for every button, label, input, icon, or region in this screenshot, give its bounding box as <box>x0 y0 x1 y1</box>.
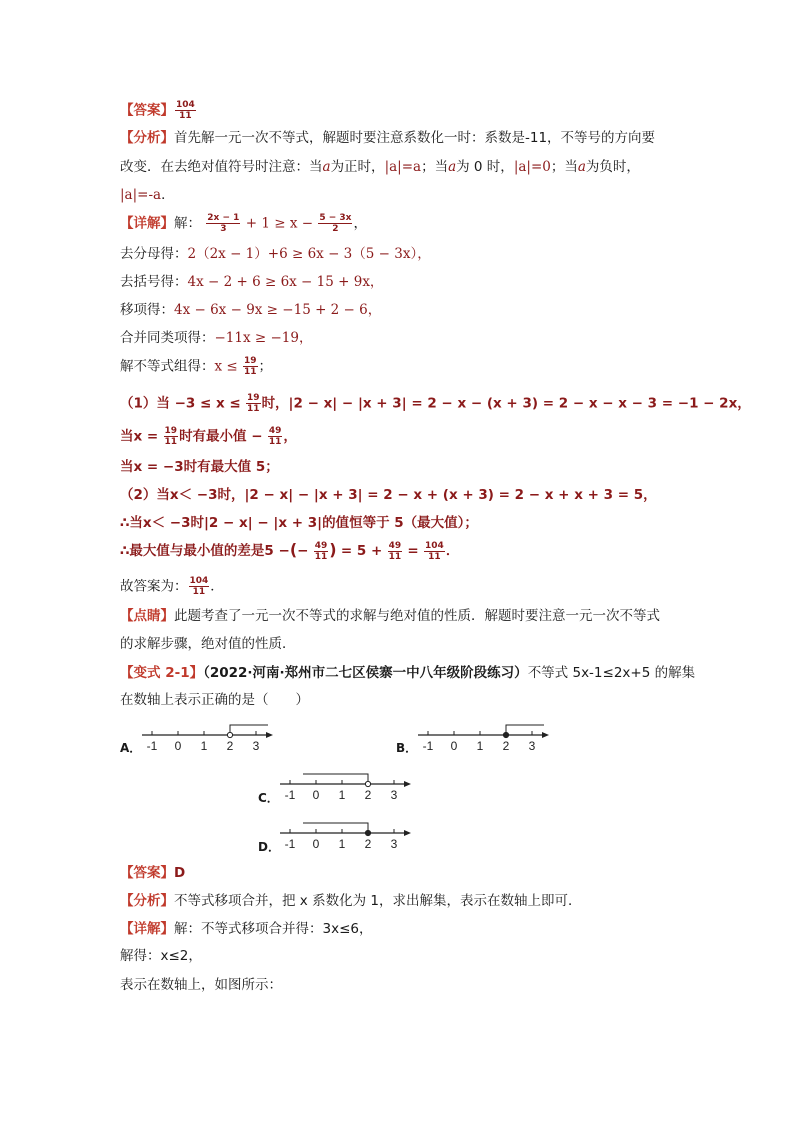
solution-ray <box>506 725 544 735</box>
tick-label: 1 <box>200 739 208 753</box>
number-line-c <box>278 767 418 807</box>
tick-label: 1 <box>476 739 484 753</box>
tick-label: 0 <box>174 739 182 753</box>
detail-line-1: 【详解】解： $\frac{2x - 1}{3}$ + 1 ≥ x − $\frac{5 - 3x}{2}$ ， <box>120 213 367 234</box>
detail-line-2: 【详解】解：不等式移项合并得：3x≤6， <box>120 921 373 937</box>
tick-label: 3 <box>252 739 260 753</box>
number-line-b <box>416 718 556 758</box>
answer-value: D <box>174 865 186 881</box>
answer-line-1 <box>120 100 197 121</box>
tick-label: -1 <box>284 788 296 802</box>
variant-tag: 【变式 2-1】 <box>120 665 204 681</box>
tick-label: -1 <box>146 739 158 753</box>
option-d-label[interactable]: D． <box>258 840 280 854</box>
number-line-d <box>278 816 418 856</box>
closed-point <box>503 732 508 737</box>
step-line-3: 移项得：4x − 6x − 9x ≥ −15 + 2 − 6， <box>120 302 382 318</box>
axis-arrow <box>404 830 411 836</box>
tick-label: -1 <box>284 837 296 851</box>
tick-label: 3 <box>390 837 398 851</box>
solve-line-2: 解得：x≤2， <box>120 948 202 964</box>
closed-point <box>365 830 370 835</box>
step-line-2: 去括号得：4x − 2 + 6 ≥ 6x − 15 + 9x， <box>120 274 384 290</box>
answer-tag: 【答案】 <box>120 102 174 119</box>
analysis-tag: 【分析】 <box>120 130 174 146</box>
comment-line-2: 的求解步骤，绝对值的性质． <box>120 636 296 652</box>
tick-label: 2 <box>364 837 372 851</box>
therefore-line-1: ∴当x＜ −3时|2 − x| − |x + 3|的值恒等于 5（最大值）； <box>120 515 478 531</box>
detail-tag: 【详解】 <box>120 215 174 232</box>
comment-tag: 【点睛】 <box>120 608 174 624</box>
open-point <box>227 732 232 737</box>
tick-label: 1 <box>338 837 346 851</box>
axis-arrow <box>266 732 273 738</box>
case-2-line: （2）当x＜ −3时，|2 − x| − |x + 3| = 2 − x + (x + 3) = 2 − x + x + 3 = 5， <box>120 487 657 503</box>
tick-label: 0 <box>450 739 458 753</box>
option-c-label[interactable]: C． <box>258 791 279 805</box>
solution-ray <box>230 725 268 735</box>
axis-arrow <box>404 781 411 787</box>
step-line-4: 合并同类项得：−11x ≥ −19， <box>120 330 313 346</box>
analysis-line-2: 改变．在去绝对值符号时注意：当a为正时，|a|=a；当a为 0 时，|a|=0；当a为负时， <box>120 159 640 175</box>
fraction-1: $\frac{2x - 1}{3}$ <box>207 213 240 234</box>
tick-label: -1 <box>422 739 434 753</box>
tick-label: 3 <box>528 739 536 753</box>
max-line: 当x = −3时有最大值 5； <box>120 459 279 475</box>
solution-ray <box>303 774 368 784</box>
fraction-2: $\frac{5 - 3x}{2}$ <box>319 213 352 234</box>
variant-line-2: 在数轴上表示正确的是（ ） <box>120 692 309 708</box>
open-point <box>365 781 370 786</box>
answer-line-2: 【答案】D <box>120 865 186 881</box>
analysis-line-1: 【分析】首先解一元一次不等式，解题时要注意系数化一时：系数是-11，不等号的方向要 <box>120 130 656 146</box>
analysis-line-3: |a|=-a． <box>120 187 175 203</box>
option-a-label[interactable]: A． <box>120 741 142 755</box>
option-b-label[interactable]: B． <box>396 741 418 755</box>
analysis-line-2b: 【分析】不等式移项合并，把 x 系数化为 1，求出解集，表示在数轴上即可． <box>120 893 582 909</box>
tick-label: 2 <box>364 788 372 802</box>
tick-label: 3 <box>390 788 398 802</box>
tick-label: 2 <box>226 739 234 753</box>
tick-label: 1 <box>338 788 346 802</box>
step-line-1: 去分母得：2（2x − 1）+6 ≥ 6x − 3（5 − 3x）， <box>120 246 431 262</box>
solve-line: 解不等式组得：x ≤ $\frac{19}{11}$ ； <box>120 356 273 377</box>
answer-fraction: $\frac{104}{11}$ <box>176 100 195 121</box>
number-line-a <box>140 718 280 758</box>
tick-label: 2 <box>502 739 510 753</box>
variant-line-1: 【变式 2-1】（2022·河南·郑州市二七区侯寨一中八年级阶段练习）不等式 5x-1≤2x+5 的解集 <box>120 665 696 681</box>
case-1-line: （1）当 −3 ≤ x ≤ $\frac{19}{11}$ 时，|2 − x| − |x + 3| = 2 − x − (x + 3) = 2 − x − x − 3 = −1 − 2x， <box>120 393 751 414</box>
min-line: 当x = $\frac{19}{11}$ 时有最小值 − $\frac{49}{11}$ ， <box>120 426 297 447</box>
show-line-2: 表示在数轴上，如图所示： <box>120 977 282 993</box>
comment-line-1: 【点睛】此题考查了一元一次不等式的求解与绝对值的性质．解题时要注意一元一次不等式 <box>120 608 660 624</box>
tick-label: 0 <box>312 837 320 851</box>
solution-ray <box>303 823 368 833</box>
therefore-line-2: ∴最大值与最小值的差是5 −(− $\frac{49}{11}$ ) = 5 + $\frac{49}{11}$ = $\frac{104}{11}$ ． <box>120 540 460 562</box>
tick-label: 0 <box>312 788 320 802</box>
axis-arrow <box>542 732 549 738</box>
final-answer-line: 故答案为： $\frac{104}{11}$ ． <box>120 576 224 597</box>
